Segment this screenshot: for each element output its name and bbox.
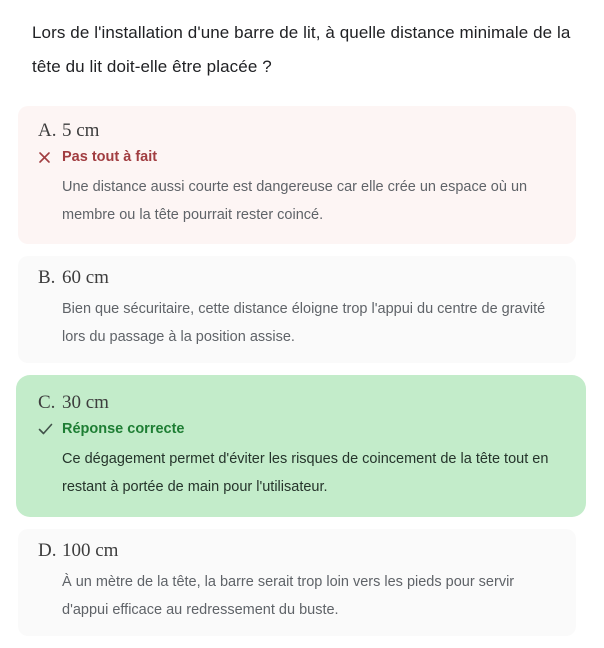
answer-option-b[interactable] [18, 256, 576, 363]
option-row [38, 391, 566, 414]
option-value: 60 cm [62, 267, 109, 288]
check-icon [38, 423, 62, 435]
option-explanation: Bien que sécuritaire, cette distance éloigne trop l'appui du centre de gravité lors du passage à la position assise. [62, 301, 546, 345]
option-explanation: À un mètre de la tête, la barre serait trop loin vers les pieds pour servir d'appui efficace au redressement du buste. [62, 574, 515, 618]
option-letter: D. [38, 540, 57, 561]
feedback-row [38, 148, 556, 166]
option-value: 30 cm [62, 392, 109, 413]
option-value: 100 cm [62, 540, 119, 561]
answer-option-a[interactable] [18, 106, 576, 244]
option-explanation: Une distance aussi courte est dangereuse car elle crée un espace où un membre ou la tête pourrait rester coincé. [62, 179, 528, 223]
feedback-label: Réponse correcte [62, 421, 185, 437]
feedback-label: Pas tout à fait [62, 149, 158, 165]
answer-options-list [0, 106, 604, 636]
option-value: 5 cm [62, 120, 100, 141]
answer-option-d[interactable] [18, 529, 576, 636]
option-letter: C. [38, 392, 56, 413]
feedback-row [38, 420, 566, 438]
option-letter: A. [38, 120, 57, 141]
option-explanation: Ce dégagement permet d'éviter les risques de coincement de la tête tout en restant à portée de main pour l'utilisateur. [62, 451, 549, 495]
option-row [38, 539, 556, 562]
question-text: Lors de l'installation d'une barre de lit, à quelle distance minimale de la tête du lit doit-elle être placée ? [32, 23, 571, 76]
answer-option-c[interactable] [16, 375, 586, 517]
option-row [38, 119, 556, 142]
option-row [38, 266, 556, 289]
x-icon [38, 151, 62, 164]
option-letter: B. [38, 267, 56, 288]
